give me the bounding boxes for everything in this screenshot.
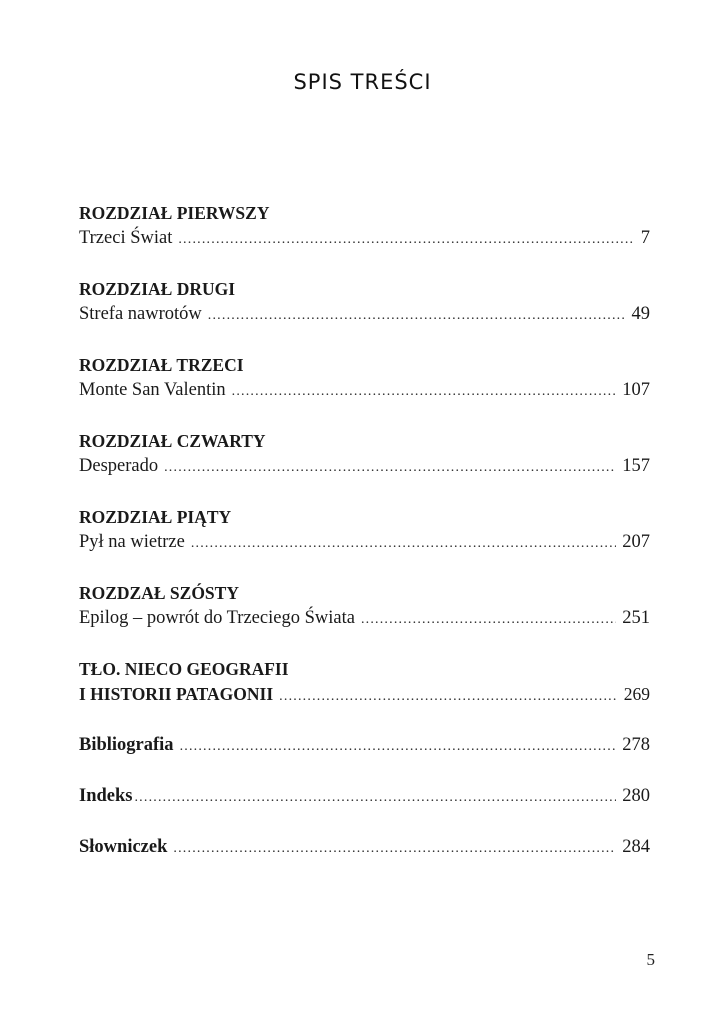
- background-heading-line-1: [79, 657, 650, 682]
- chapter-heading-text: ROZDZIAŁ DRUGI: [79, 279, 236, 299]
- toc-background-section: [79, 657, 650, 707]
- toc-entry-title: Indeks: [79, 786, 133, 806]
- chapter-heading-text: ROZDZIAŁ PIERWSZY: [79, 203, 270, 223]
- toc-entry-page: 269: [623, 684, 650, 704]
- toc-chapter-3: [79, 353, 650, 403]
- toc-chapter-6: [79, 581, 650, 631]
- chapter-heading: [79, 201, 650, 226]
- toc-entry-title: Pył na wietrze: [79, 532, 185, 552]
- toc-entry[interactable]: [79, 378, 650, 403]
- chapter-heading-text: ROZDZIAŁ CZWARTY: [79, 431, 266, 451]
- background-heading-text: TŁO. NIECO GEOGRAFII: [79, 659, 289, 679]
- toc-entry-page: 284: [622, 837, 650, 857]
- chapter-heading-text: ROZDZIAŁ PIĄTY: [79, 507, 232, 527]
- toc-entry-page: 7: [640, 228, 650, 248]
- dot-leader: [361, 607, 616, 632]
- toc-entry-title: Bibliografia: [79, 735, 174, 755]
- dot-leader: [208, 303, 626, 328]
- toc-chapter-2: [79, 277, 650, 327]
- dot-leader: [232, 379, 617, 404]
- toc-entry-title: Epilog – powrót do Trzeciego Świata: [79, 608, 355, 628]
- table-of-contents: [79, 201, 650, 860]
- dot-leader: [173, 836, 616, 861]
- toc-entry-page: 157: [622, 456, 650, 476]
- dot-leader: [164, 455, 616, 480]
- toc-chapter-5: [79, 505, 650, 555]
- chapter-heading: [79, 277, 650, 302]
- toc-entry-page: 280: [622, 786, 650, 806]
- toc-entry-title: Strefa nawrotów: [79, 304, 202, 324]
- chapter-heading-text: ROZDZAŁ SZÓSTY: [79, 583, 239, 603]
- toc-entry-page: 107: [622, 380, 650, 400]
- chapter-heading: [79, 353, 650, 378]
- chapter-heading: [79, 429, 650, 454]
- toc-entry-page: 207: [622, 532, 650, 552]
- toc-entry[interactable]: [79, 682, 650, 707]
- toc-entry-title: Monte San Valentin: [79, 380, 226, 400]
- toc-chapter-1: [79, 201, 650, 251]
- dot-leader: [180, 734, 617, 759]
- dot-leader: [279, 684, 618, 709]
- toc-entry[interactable]: [79, 454, 650, 479]
- toc-entry[interactable]: [79, 606, 650, 631]
- chapter-heading: [79, 581, 650, 606]
- chapter-heading-text: ROZDZIAŁ TRZECI: [79, 355, 244, 375]
- toc-entry-page: 278: [622, 735, 650, 755]
- toc-entry-bibliography[interactable]: [79, 733, 650, 758]
- toc-entry-glossary[interactable]: [79, 835, 650, 860]
- toc-entry[interactable]: [79, 302, 650, 327]
- toc-entry[interactable]: [79, 226, 650, 251]
- toc-entry-page: 49: [631, 304, 650, 324]
- toc-entry-title: Trzeci Świat: [79, 228, 173, 248]
- dot-leader: [191, 531, 616, 556]
- background-heading-text-2: I HISTORII PATAGONII: [79, 684, 274, 704]
- toc-chapter-4: [79, 429, 650, 479]
- toc-entry-title: Słowniczek: [79, 837, 168, 857]
- chapter-heading: [79, 505, 650, 530]
- dot-leader: [178, 227, 634, 252]
- dot-leader: [134, 785, 616, 810]
- toc-entry-page: 251: [622, 608, 650, 628]
- page-number: 5: [646, 950, 655, 969]
- toc-entry-title: Desperado: [79, 456, 159, 476]
- toc-entry-index[interactable]: [79, 784, 650, 809]
- page-title: SPIS TREŚCI: [293, 70, 432, 94]
- toc-entry[interactable]: [79, 530, 650, 555]
